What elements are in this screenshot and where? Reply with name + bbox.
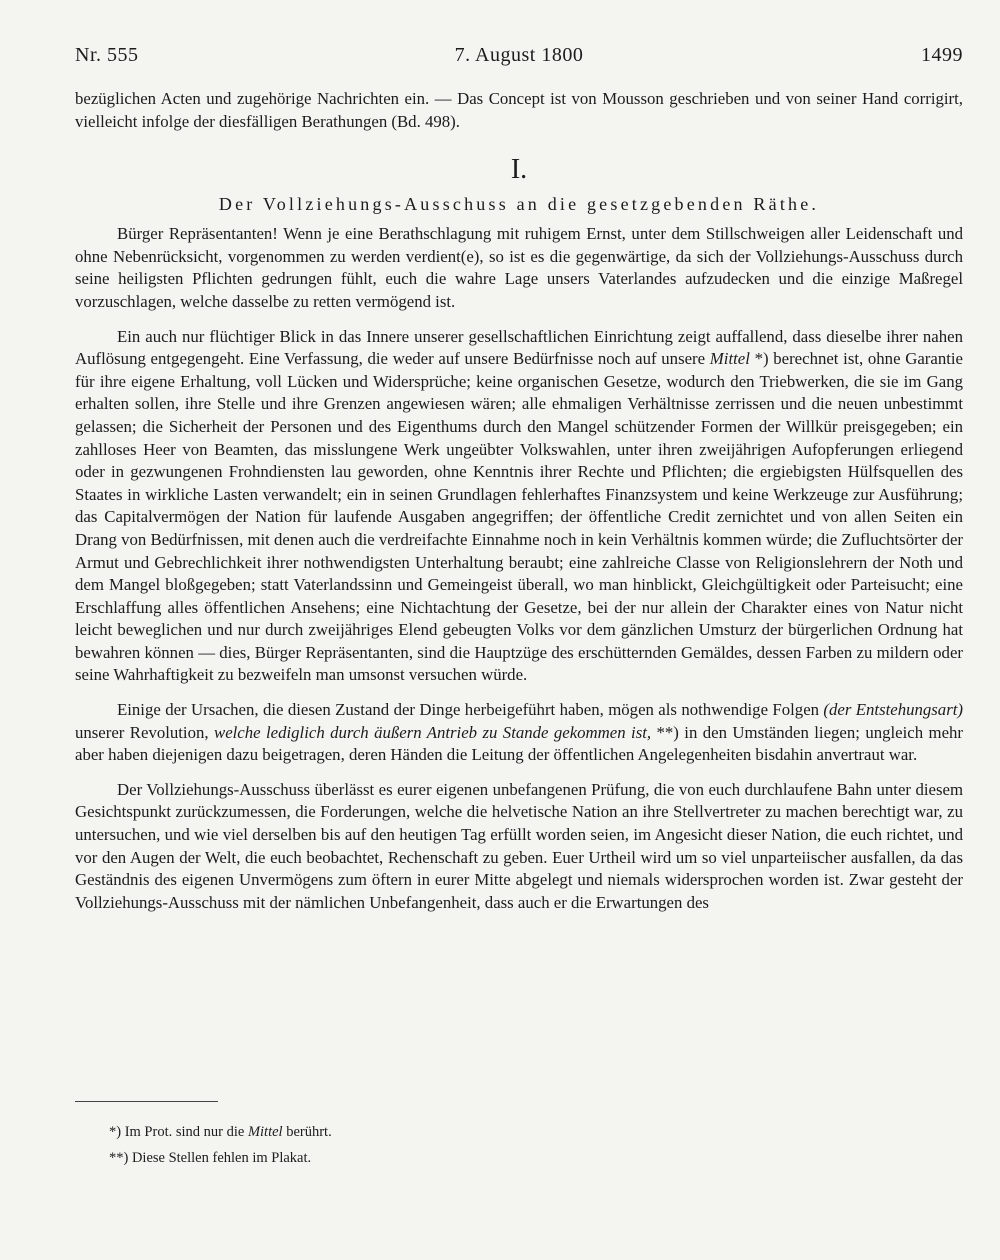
body-text — [75, 88, 963, 914]
paragraph-3-text: Einige der Ursachen, die diesen Zustand der Dinge herbeigeführt haben, mögen als nothwendige Folgen — [117, 700, 824, 720]
running-head — [75, 44, 963, 74]
paragraph-1: Bürger Repräsentanten! Wenn je eine Berathschlagung mit ruhigem Ernst, unter dem Stillschweigen aller Leidenschaft und ohne Nebenrücksicht, vorgenommen zu werden verdient(e), so ist es die gegenwärtige, da sich der Vollziehungs-Ausschuss durch seine heiligsten Pflichten gedrungen fühlt, euch die wahre Lage unsers Vaterlandes aufzudecken und die einzige Maßregel vorzuschlagen, welche dasselbe zu retten vermögend ist. — [75, 224, 963, 311]
paragraph-2-emphasis: Mittel — [709, 349, 750, 369]
paragraph-3-emphasis-1: (der Entstehungsart) — [823, 700, 963, 720]
footnote-1 — [109, 1119, 909, 1145]
document-title: Der Vollziehungs-Ausschuss an die gesetzgebenden Räthe. — [218, 194, 820, 215]
paragraph-3 — [75, 699, 963, 767]
page-number: 1499 — [921, 44, 963, 66]
paragraph-3-emphasis-2: welche lediglich durch äußern Antrieb zu Stande gekommen ist, — [214, 722, 652, 742]
paragraph-2 — [75, 326, 963, 688]
footnote-2: **) Diese Stellen fehlen im Plakat. — [109, 1150, 312, 1166]
paragraph-3-text-end: **) in den Umständen liegen; ungleich mehr aber haben diejenigen dazu beigetragen, deren Händen die Leitung der öffentlichen Angelegenheiten bisdahin anvertraut war. — [75, 722, 964, 765]
section-numeral: I. — [510, 154, 528, 186]
footnotes — [109, 1119, 909, 1171]
footnote-1-text: *) Im Prot. sind nur die — [109, 1124, 248, 1140]
paragraph-3-text-cont: unserer Revolution, — [75, 722, 214, 742]
paragraph-4: Der Vollziehungs-Ausschuss überlässt es eurer eigenen unbefangenen Prüfung, die von euch durchlaufene Bahn unter diesem Gesichtspunkt zurückzumessen, die Forderungen, welche die helvetische Nation an ihre Stellvertreter zu machen berechtigt war, zu untersuchen, und wie viel derselben bis auf den heutigen Tag erfüllt worden seien, im Angesicht dieser Nation, die euch richtet, und vor den Augen der Welt, die euch beobachtet, Rechenschaft zu geben. Euer Urtheil wird um so viel unparteiischer ausfallen, da das Geständnis des eigenen Unvermögens zum öftern in eurer Mitte abgelegt und niemals widersprochen worden ist. Zwar gesteht der Vollziehungs-Ausschuss mit der nämlichen Unbefangenheit, dass auch er die Erwartungen des — [75, 779, 963, 912]
footnote-1-emphasis: Mittel — [247, 1124, 283, 1140]
paragraph-2-text: Ein auch nur flüchtiger Blick in das Innere unserer gesellschaftlichen Einrichtung zeigt auffallend, dass dieselbe ihrer nahen Auflösung entgegengeht. Eine Verfassung, die weder auf unsere Bedürfnisse noch auf unsere — [75, 326, 963, 369]
document-date: 7. August 1800 — [454, 44, 584, 66]
intro-paragraph: bezüglichen Acten und zugehörige Nachrichten ein. — Das Concept ist von Mousson geschrieben und von seiner Hand corrigirt, vielleicht infolge der diesfälligen Berathungen (Bd. 498). — [75, 89, 963, 131]
footnote-divider — [75, 1101, 218, 1102]
document-page — [75, 0, 963, 1260]
footnote-1-text-end: berührt. — [282, 1124, 332, 1140]
paragraph-2-text-cont: *) berechnet ist, ohne Garantie für ihre eigene Erhaltung, voll Lücken und Widersprüche; keine organischen Gesetze, wodurch den Triebwerken, die sie im Gang erhalten sollen, ihre Stelle und ihre Grenzen angewiesen wären; alle ehmaligen Verhältnisse zerrissen und die neuen unbestimmt gelassen; die Sicherheit der Personen und des Eigenthums durch den Mangel schützender Formen der Willkür preisgegeben; ein zahlloses Heer von Beamten, das misslungene Werk ungeübter Volkswahlen, unter ihren zweijährigen Aufopferungen erliegend oder in gezwungenen Frohndiensten lau geworden, ohne Kenntnis ihrer Rechte und Pflichten; die ergiebigsten Hülfsquellen des Staates in wirkliche Lasten verwandelt; ein in seinen Grundlagen fehlerhaftes Finanzsystem und keine Werkzeuge zur Ausführung; das Capitalvermögen der Nation für laufende Ausgaben angegriffen; der öffentliche Credit zernichtet und von allen Seiten ein Drang von Bedürfnissen, mit denen auch die verdreifachte Einnahme noch in kein Verhältnis kommen würde; die Zufluchtsörter der Armut und Gebrechlichkeit ihrer nothwendigsten Unterhaltung beraubt; eine zahlreiche Classe von Religionslehrern der Noth und dem Mangel bloßgegeben; statt Vaterlandssinn und Gemeingeist überall, wo man hinblickt, Gleichgültigkeit oder Parteisucht; eine Erschlaffung alles öffentlichen Ansehens; eine Nichtachtung der Gesetze, bei der nur allein der Charakter eines von Natur nicht leicht beweglichen und nur durch zweijähriges Elend gebeugten Volks vor dem gänzlichen Umsturz der bürgerlichen Ordnung hat bewahren können — dies, Bürger Repräsentanten, sind die Hauptzüge des erschütternden Gemäldes, dessen Farben zu mildern oder seine Wahrhaftigkeit zu bezweifeln man umsonst versuchen würde. — [75, 349, 963, 685]
document-number: Nr. 555 — [75, 44, 139, 66]
